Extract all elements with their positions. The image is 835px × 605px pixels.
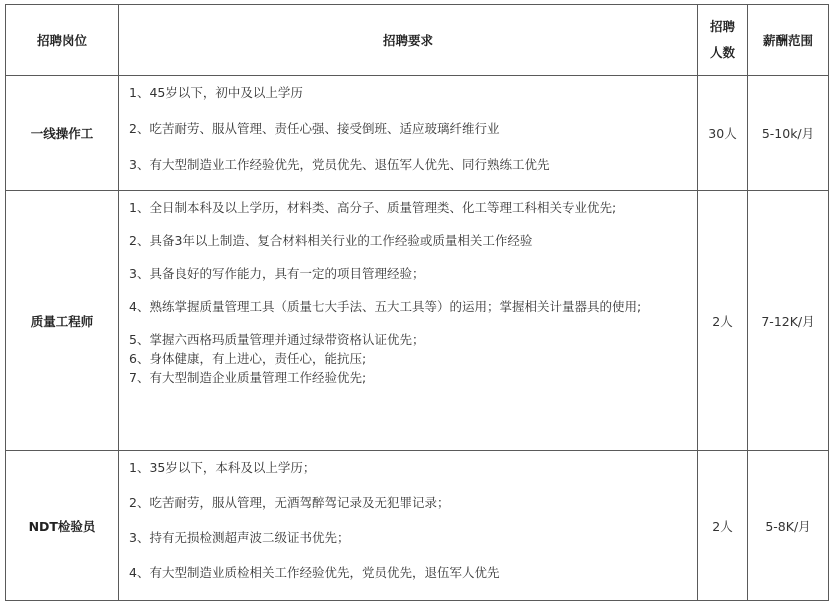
requirements-cell	[119, 451, 698, 601]
recruitment-table	[5, 4, 829, 601]
header-salary: 薪酬范围	[748, 5, 829, 76]
header-position: 招聘岗位	[6, 5, 119, 76]
header-count-line1: 招聘	[709, 19, 735, 34]
requirement-item: 3、持有无损检测超声波二级证书优先；	[129, 530, 350, 545]
requirement-item: 1、45岁以下，初中及以上学历	[129, 85, 303, 100]
table-row	[6, 76, 829, 191]
requirements-cell	[119, 76, 698, 191]
requirement-item: 2、具备3年以上制造、复合材料相关行业的工作经验或质量相关工作经验	[129, 233, 533, 248]
header-count	[698, 5, 748, 76]
requirement-item: 2、吃苦耐劳，服从管理，无酒驾醉驾记录及无犯罪记录；	[129, 495, 450, 510]
salary-cell: 5-8K/月	[748, 451, 829, 601]
requirement-item: 4、熟练掌握质量管理工具（质量七大手法、五大工具等）的运用；掌握相关计量器具的使用;	[129, 299, 642, 314]
requirement-item: 7、有大型制造企业质量管理工作经验优先;	[129, 370, 367, 385]
header-requirements: 招聘要求	[119, 5, 698, 76]
requirement-item: 1、35岁以下，本科及以上学历；	[129, 460, 316, 475]
header-count-line2: 人数	[709, 45, 735, 60]
count-cell: 30人	[698, 76, 748, 191]
requirement-item: 4、有大型制造业质检相关工作经验优先，党员优先，退伍军人优先	[129, 565, 500, 580]
table-header-row	[6, 5, 829, 76]
requirements-cell	[119, 191, 698, 451]
salary-cell: 7-12K/月	[748, 191, 829, 451]
count-cell: 2人	[698, 191, 748, 451]
requirement-item: 1、全日制本科及以上学历，材料类、高分子、质量管理类、化工等理工科相关专业优先;	[129, 200, 617, 215]
requirement-item: 3、具备良好的写作能力，具有一定的项目管理经验；	[129, 266, 425, 281]
table-row	[6, 451, 829, 601]
position-cell: 质量工程师	[6, 191, 119, 451]
requirement-item: 6、身体健康，有上进心，责任心，能抗压;	[129, 351, 367, 366]
position-cell: 一线操作工	[6, 76, 119, 191]
count-cell: 2人	[698, 451, 748, 601]
requirement-item: 2、吃苦耐劳、服从管理、责任心强、接受倒班、适应玻璃纤维行业	[129, 121, 500, 136]
salary-cell: 5-10k/月	[748, 76, 829, 191]
requirement-item: 5、掌握六西格玛质量管理并通过绿带资格认证优先；	[129, 332, 425, 347]
table-row	[6, 191, 829, 451]
requirement-item: 3、有大型制造业工作经验优先，党员优先、退伍军人优先、同行熟练工优先	[129, 157, 550, 172]
position-cell: NDT检验员	[6, 451, 119, 601]
